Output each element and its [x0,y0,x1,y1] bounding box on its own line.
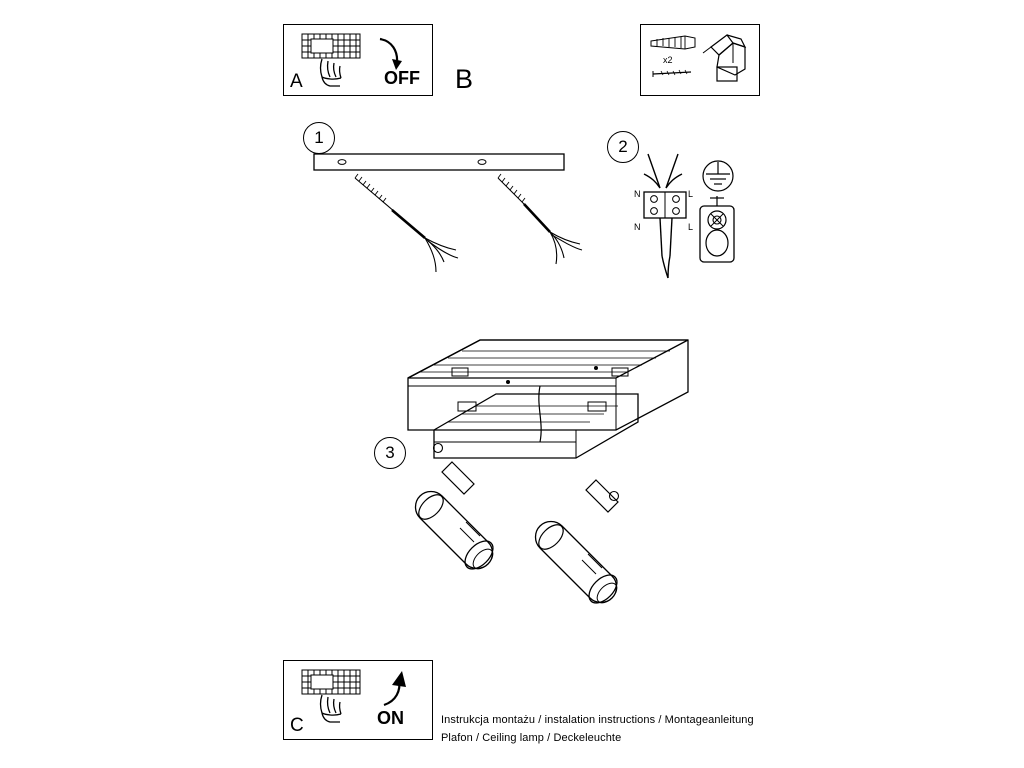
footer-line-2: Plafon / Ceiling lamp / Deckeleuchte [441,732,622,744]
step-3-label: 3 [385,443,395,462]
panel-a-letter: A [290,71,303,92]
terminal-label-n-top: N [634,189,641,199]
tool-quantity-label: x2 [663,55,673,65]
tools-illustration [641,25,759,95]
lamp-connector [700,196,734,262]
arrow-up-icon [384,671,406,705]
wire-left [425,238,458,272]
step-2-label: 2 [618,137,628,156]
wire-right [550,232,582,264]
screw-icon [653,70,691,77]
switch-on-panel [283,660,433,740]
tools-panel [640,24,760,96]
spotlight-right [534,480,622,608]
spotlight-left [414,462,498,574]
footer-line-1: Instrukcja montażu / instalation instructions / Montageanleitung [441,714,754,726]
terminal-label-n-bottom: N [634,222,641,232]
joint-right [610,492,619,501]
screw-right [498,174,550,232]
switch-off-panel [283,24,433,96]
lamp-bar [434,394,638,458]
wall-plug-icon [651,36,695,49]
panel-b-letter: B [455,64,474,94]
terminal-label-l-top: L [688,189,694,199]
joint-left [434,444,443,453]
screw-left [355,174,425,238]
earth-symbol-icon [703,161,733,191]
ceiling-plate [408,340,688,430]
step-3-illustration [400,330,720,650]
step-1-illustration [300,140,640,300]
switch-on-label: ON [377,708,404,728]
drill-icon [703,35,745,81]
panel-c-letter: C [290,715,304,736]
arrow-down-icon [380,39,402,70]
switch-off-label: OFF [384,68,420,88]
terminal-label-l-bottom: L [688,222,694,232]
footer-block [441,714,754,744]
terminal-block [644,192,686,218]
step-2-illustration [618,148,758,298]
step-1-label: 1 [314,128,324,147]
switch-on-illustration [284,661,432,739]
